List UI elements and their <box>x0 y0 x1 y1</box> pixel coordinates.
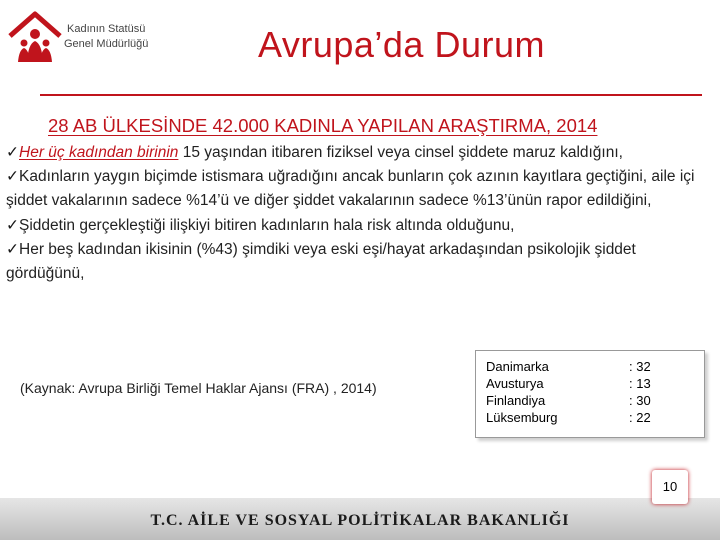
bullet-highlight: Her üç kadından birinin <box>19 144 179 161</box>
bullet-text: 15 yaşından itibaren fiziksel veya cinsel şiddete maruz kaldığını, <box>178 144 623 161</box>
country-value: : 22 <box>629 410 651 425</box>
country-name: Avusturya <box>486 376 544 391</box>
organization-name <box>64 22 148 52</box>
bullet-text: Şiddetin gerçekleştiği ilişkiyi bitiren kadınların hala risk altında olduğunu, <box>19 216 515 234</box>
check-icon: ✓ <box>6 168 19 186</box>
source-citation: (Kaynak: Avrupa Birliği Temel Haklar Ajansı (FRA) , 2014) <box>20 380 377 396</box>
bullet-item <box>6 238 706 286</box>
organization-name-line2: Genel Müdürlüğü <box>64 38 149 50</box>
country-name: Danimarka <box>486 359 549 374</box>
country-stats-box <box>475 350 705 438</box>
organization-name-line1: Kadının Statüsü <box>67 23 146 35</box>
check-icon: ✓ <box>6 216 19 234</box>
bullet-text: Kadınların yaygın biçimde istismara uğradığını ancak bunların çok azının kayıtlara geçtiğini, aile içi şiddet vakalarının sadece %14’ü ve diğer şiddet vakalarının sadece %13’ünün rapor edildiğini, <box>6 168 695 210</box>
country-name: Finlandiya <box>486 393 546 408</box>
check-icon: ✓ <box>6 144 19 161</box>
footer-ministry-name: T.C. AİLE VE SOSYAL POLİTİKALAR BAKANLIĞI <box>150 512 570 529</box>
bullet-text: Her beş kadından ikisinin (%43) şimdiki veya eski eşi/hayat arkadaşından psikolojik şiddet gördüğünü, <box>6 240 636 283</box>
country-value: : 13 <box>629 376 651 391</box>
page-number: 10 <box>652 470 688 504</box>
bullet-item <box>6 214 706 238</box>
country-name: Lüksemburg <box>486 410 558 425</box>
title-divider <box>40 94 702 96</box>
bullet-list <box>6 141 706 286</box>
slide-title: Avrupa’da Durum <box>258 24 545 65</box>
bullet-item <box>6 165 706 213</box>
ministry-logo-icon <box>6 10 64 68</box>
country-value: : 32 <box>629 359 651 374</box>
bullet-item <box>6 141 706 165</box>
slide-subtitle: 28 AB ÜLKESİNDE 42.000 KADINLA YAPILAN ARAŞTIRMA, 2014 <box>48 115 598 136</box>
country-value: : 30 <box>629 393 651 408</box>
check-icon: ✓ <box>6 240 19 258</box>
